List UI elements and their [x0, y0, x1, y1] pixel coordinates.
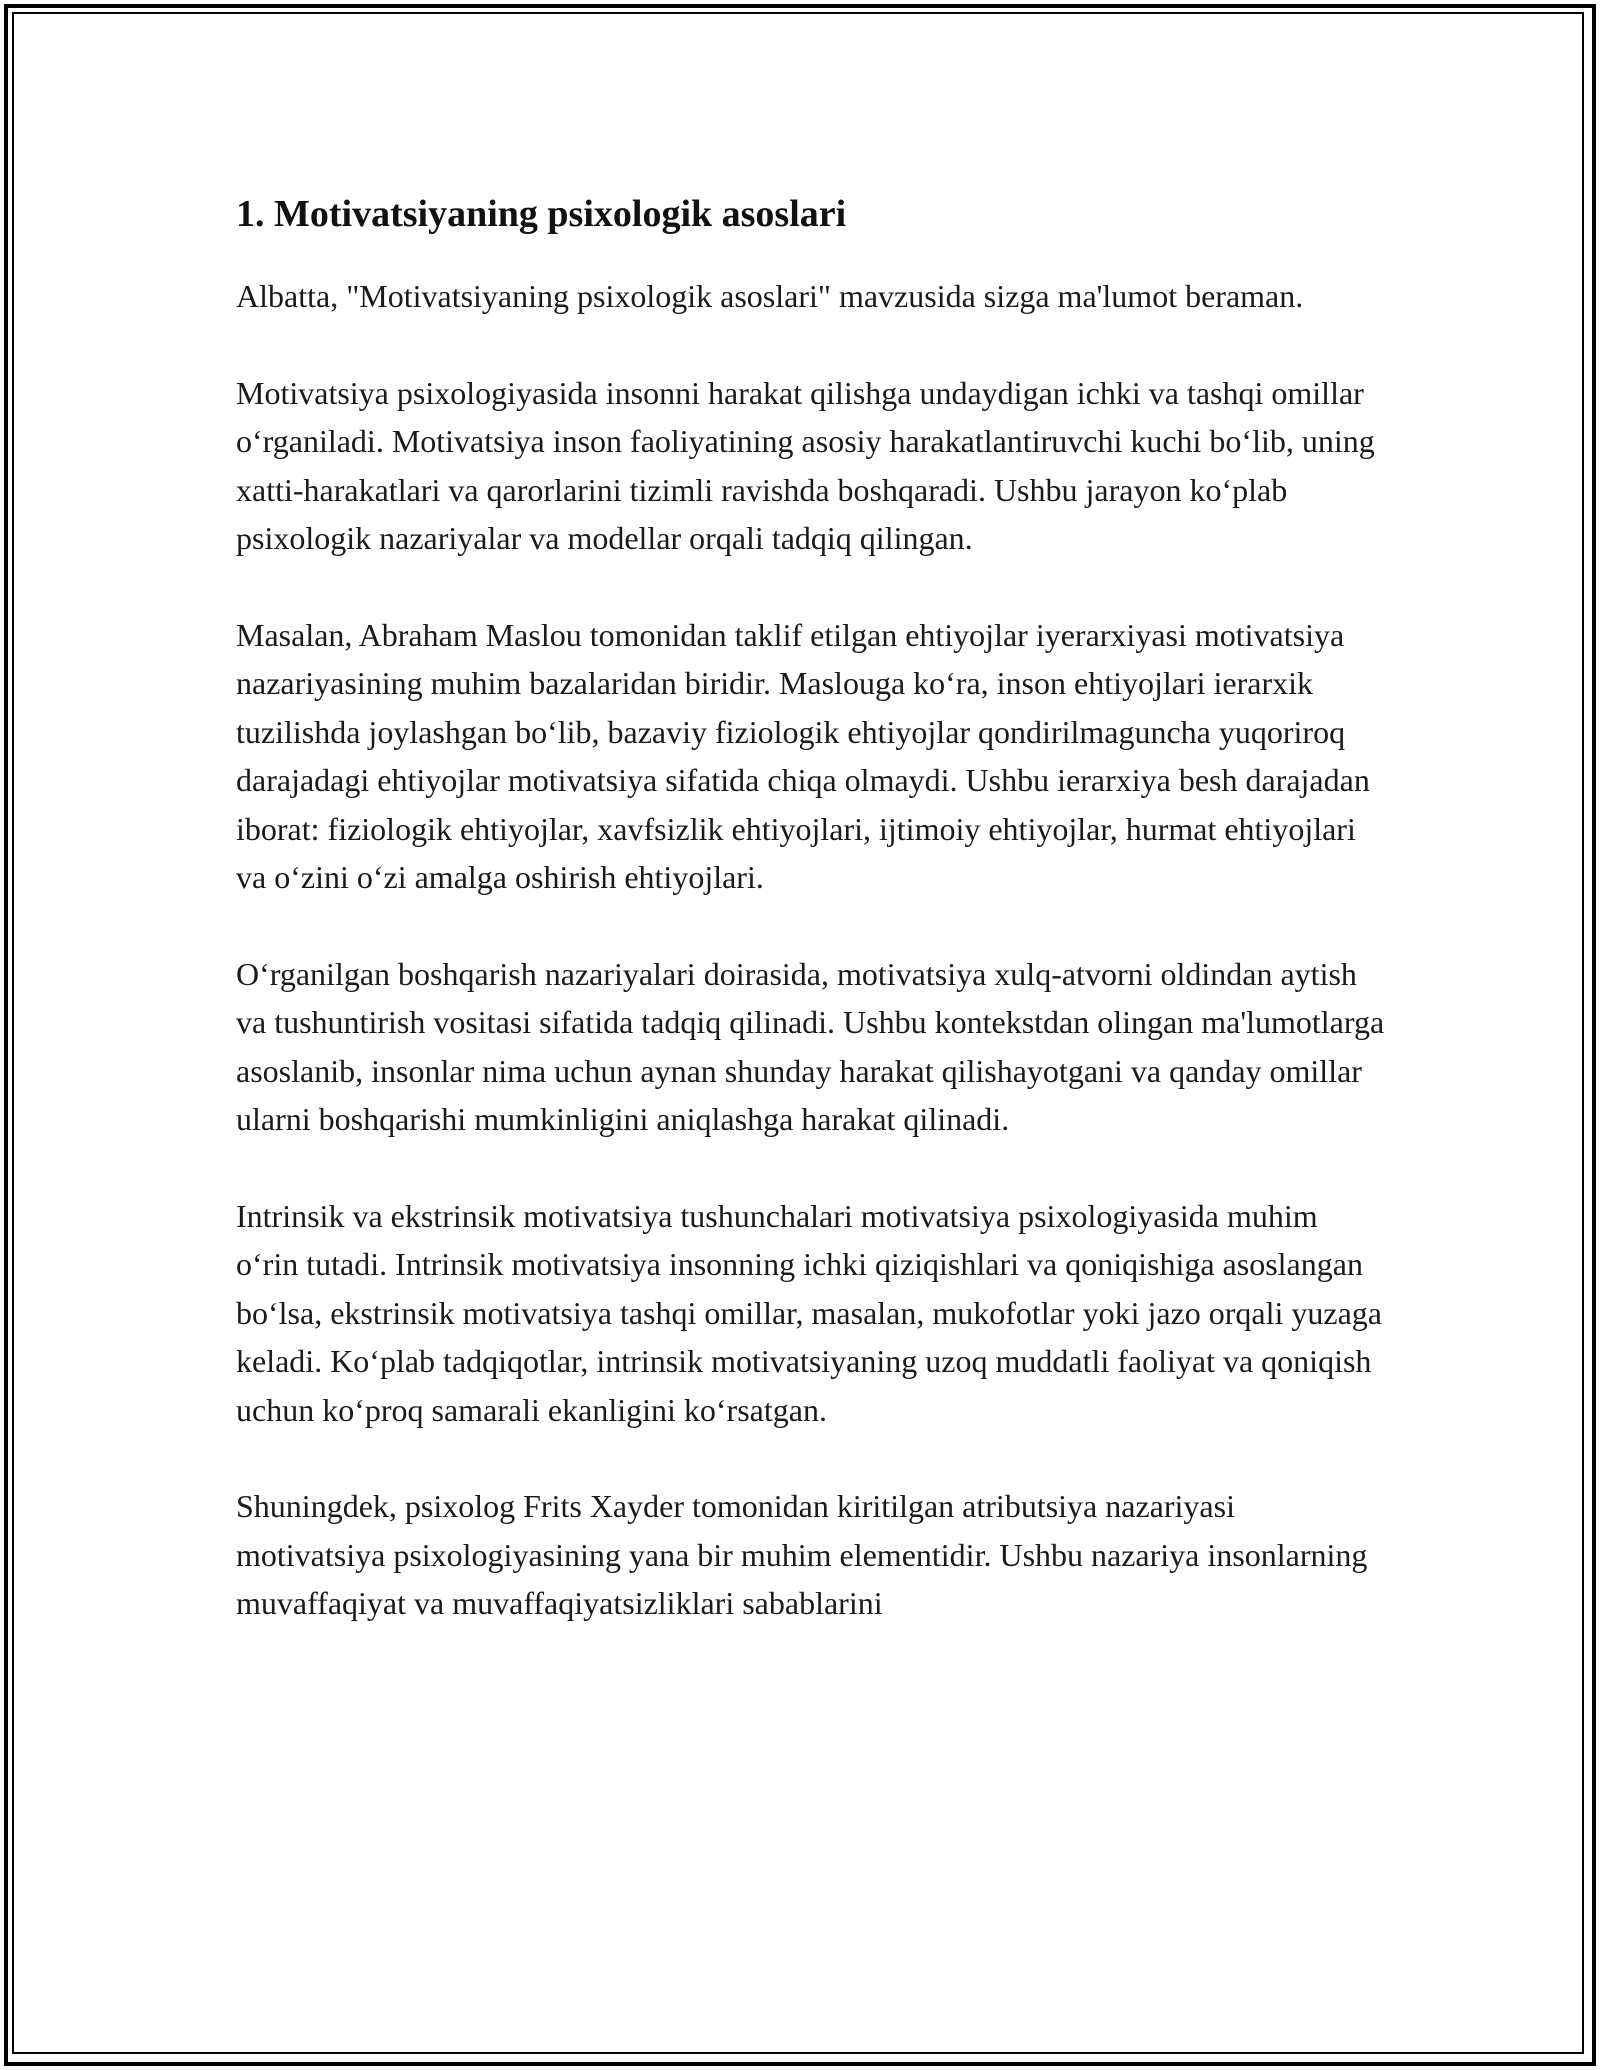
paragraph-motivation-overview: Motivatsiya psixologiyasida insonni harakat qilishga undaydigan ichki va tashqi omillar o‘rganiladi. Motivatsiya inson faoliyatining asosiy harakatlantiruvchi kuchi bo‘lib, uning xatti-harakatlari va qarorlarini tizimli ravishda boshqaradi. Ushbu jarayon ko‘plab psixologik nazariyalar va modellar orqali tadqiq qilingan.: [236, 374, 1375, 556]
paragraph-attribution-theory: Shuningdek, psixolog Frits Xayder tomonidan kiritilgan atributsiya nazariyasi motivatsiya psixologiyasining yana bir muhim elementidir. Ushbu nazariya insonlarning muvaffaqiyat va muvaffaqiyatsizliklari sabablarini: [236, 1488, 1368, 1621]
page-title: 1. Motivatsiyaning psixologik asoslari: [236, 193, 847, 235]
paragraph-intro: Albatta, "Motivatsiyaning psixologik asoslari" mavzusida sizga ma'lumot beraman.: [236, 278, 1304, 314]
document-body: [236, 188, 1386, 1676]
paragraph-maslow-hierarchy: Masalan, Abraham Maslou tomonidan taklif etilgan ehtiyojlar iyerarxiyasi motivatsiya nazariyasining muhim bazalaridan biridir. Maslouga ko‘ra, inson ehtiyojlari ierarxik tuzilishda joylashgan bo‘lib, bazaviy fiziologik ehtiyojlar qondirilmaguncha yuqoriroq darajadagi ehtiyojlar motivatsiya sifatida chiqa olmaydi. Ushbu ierarxiya besh darajadan iborat: fiziologik ehtiyojlar, xavfsizlik ehtiyojlari, ijtimoiy ehtiyojlar, hurmat ehtiyojlari va o‘zini o‘zi amalga oshirish ehtiyojlari.: [236, 616, 1370, 895]
paragraph-management-theories: O‘rganilgan boshqarish nazariyalari doirasida, motivatsiya xulq-atvorni oldindan aytish va tushuntirish vositasi sifatida tadqiq qilinadi. Ushbu kontekstdan olingan ma'lumotlarga asoslanib, insonlar nima uchun aynan shunday harakat qilishayotgani va qanday omillar ularni boshqarishi mumkinligini aniqlashga harakat qilinadi.: [236, 955, 1385, 1137]
paragraph-intrinsic-extrinsic: Intrinsik va ekstrinsik motivatsiya tushunchalari motivatsiya psixologiyasida muhim o‘rin tutadi. Intrinsik motivatsiya insonning ichki qiziqishlari va qoniqishiga asoslangan bo‘lsa, ekstrinsik motivatsiya tashqi omillar, masalan, mukofotlar yoki jazo orqali yuzaga keladi. Ko‘plab tadqiqotlar, intrinsik motivatsiyaning uzoq muddatli faoliyat va qoniqish uchun ko‘proq samarali ekanligini ko‘rsatgan.: [236, 1197, 1382, 1428]
